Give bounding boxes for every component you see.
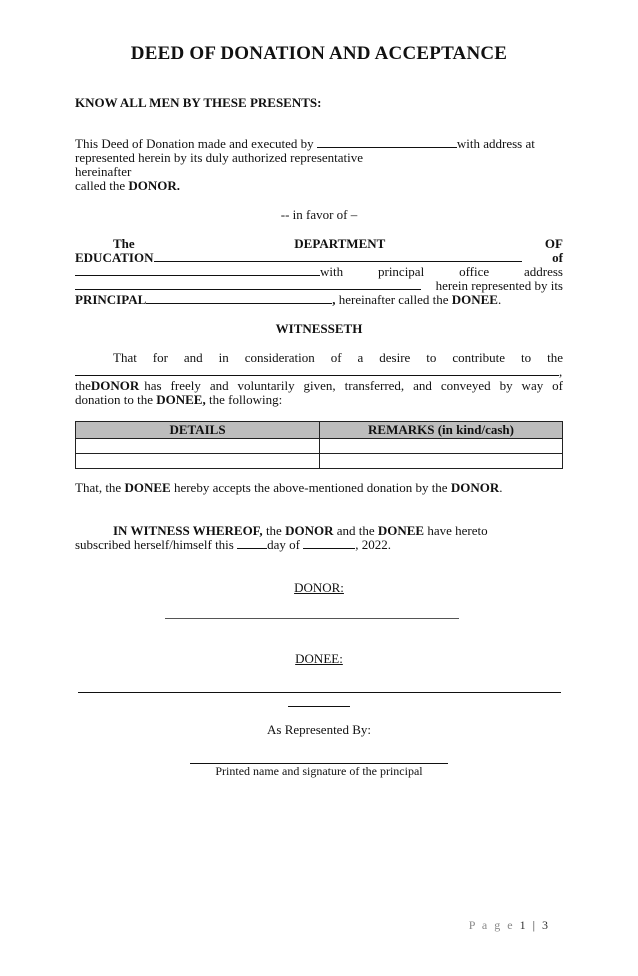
para-donee: DONEE, [156, 392, 206, 407]
table-header-row [76, 422, 563, 439]
dept-address-word: address [524, 264, 563, 279]
accept-t3: . [499, 480, 503, 495]
principal-name-blank[interactable] [146, 303, 332, 304]
details-cell[interactable] [76, 454, 320, 469]
dept-donee: DONEE [451, 292, 498, 307]
witness-line-2 [75, 537, 563, 553]
witnesseth-heading: WITNESSETH [275, 321, 363, 336]
para-word: That [113, 350, 137, 365]
donor-label-wrap [0, 580, 638, 596]
dept-of-1: OF [544, 236, 563, 251]
witness-line2c: , 2022. [355, 537, 391, 552]
para-word: contribute [452, 350, 506, 365]
principal-caption: Printed name and signature of the principal [215, 764, 423, 778]
intro-paragraph [75, 137, 563, 193]
dept-office-word: office [459, 264, 490, 279]
page-number: 1 | 3 [519, 918, 550, 932]
witness-line2b: day of [267, 537, 300, 552]
dept-principal: PRINCIPAL [75, 292, 147, 307]
donation-table [75, 421, 563, 469]
intro-hereinafter: hereinafter [75, 164, 132, 179]
accept-donee: DONEE [124, 480, 171, 495]
dept-hereinafter-comma: , [332, 292, 336, 307]
table-row [76, 439, 563, 454]
donor-signature-line[interactable] [165, 618, 459, 619]
intro-called: called the [75, 178, 126, 193]
month-blank[interactable] [303, 548, 355, 549]
donee-signature-line-short[interactable] [288, 706, 350, 707]
witness-t3: have hereto [427, 523, 488, 538]
para-comma: , [559, 364, 563, 379]
represented-by: As Represented By: [267, 722, 371, 737]
donee-signature-line[interactable] [78, 692, 561, 693]
accept-t2: hereby accepts the above-mentioned donation by the [173, 480, 448, 495]
page-footer [469, 918, 550, 933]
para-line-4 [75, 392, 563, 408]
dept-period: . [497, 292, 502, 307]
intro-donor: DONOR. [128, 178, 181, 193]
office-address-blank[interactable] [75, 289, 421, 290]
witness-line2a: subscribed herself/himself this [75, 537, 234, 552]
dept-department: DEPARTMENT [294, 236, 386, 251]
para-word: desire [379, 350, 411, 365]
witness-donee: DONEE [377, 523, 425, 538]
para-word: for [152, 350, 168, 365]
witness-t2: and the [336, 523, 375, 538]
acceptance-line [75, 480, 563, 496]
para-the: the [75, 378, 91, 393]
page-word: P a g e [468, 918, 515, 932]
dept-hereinafter-called: hereinafter called the [338, 292, 449, 307]
dept-the: The [113, 236, 135, 251]
accept-t1: That, the [75, 480, 122, 495]
para-word: to [521, 350, 532, 365]
donor-name-blank[interactable] [317, 147, 457, 148]
details-header: DETAILS [76, 422, 320, 439]
dept-line-5 [75, 292, 563, 308]
table-row [76, 454, 563, 469]
para-word: of [330, 350, 342, 365]
para-rest-1: has freely and voluntarily given, transferred, and conveyed by way of [144, 378, 563, 393]
day-blank[interactable] [237, 548, 267, 549]
donation-table-wrap [75, 421, 563, 469]
dept-principal-word: principal [377, 264, 425, 279]
accept-donor: DONOR [450, 480, 500, 495]
para-word: consideration [244, 350, 315, 365]
remarks-cell[interactable] [320, 454, 563, 469]
para-word: and [183, 350, 203, 365]
details-cell[interactable] [76, 439, 320, 454]
para-rest-3: the following: [208, 392, 283, 407]
dept-with: with [320, 264, 344, 279]
dept-education: EDUCATION [75, 250, 154, 265]
document-title: DEED OF DONATION AND ACCEPTANCE [130, 43, 508, 64]
intro-represented: represented herein by its duly authorized representative [75, 150, 364, 165]
know-all-heading: KNOW ALL MEN BY THESE PRESENTS: [75, 95, 322, 110]
intro-with-address: with address at [456, 136, 535, 151]
remarks-cell[interactable] [320, 439, 563, 454]
intro-lead: This Deed of Donation made and executed by [75, 136, 314, 151]
remarks-header: REMARKS (in kind/cash) [320, 422, 563, 439]
school-name-blank[interactable] [154, 261, 522, 262]
donor-label: DONOR: [294, 580, 344, 595]
in-favor-of: -- in favor of – [280, 207, 358, 222]
para-donor: DONOR [90, 378, 140, 393]
para-word: a [357, 350, 364, 365]
purpose-blank[interactable] [75, 375, 559, 376]
witness-donor: DONOR [285, 523, 334, 538]
para-word: to [426, 350, 437, 365]
para-word: the [547, 350, 563, 365]
para-rest-2: donation to the [75, 392, 153, 407]
para-word: in [218, 350, 229, 365]
donee-label-wrap [0, 651, 638, 667]
school-location-blank[interactable] [75, 275, 320, 276]
witness-t1: the [265, 523, 282, 538]
dept-herein-rep: herein represented by its [435, 278, 563, 293]
dept-of-2: of [552, 250, 563, 265]
donee-label: DONEE: [295, 651, 343, 666]
witness-bold: IN WITNESS WHEREOF, [113, 523, 263, 538]
